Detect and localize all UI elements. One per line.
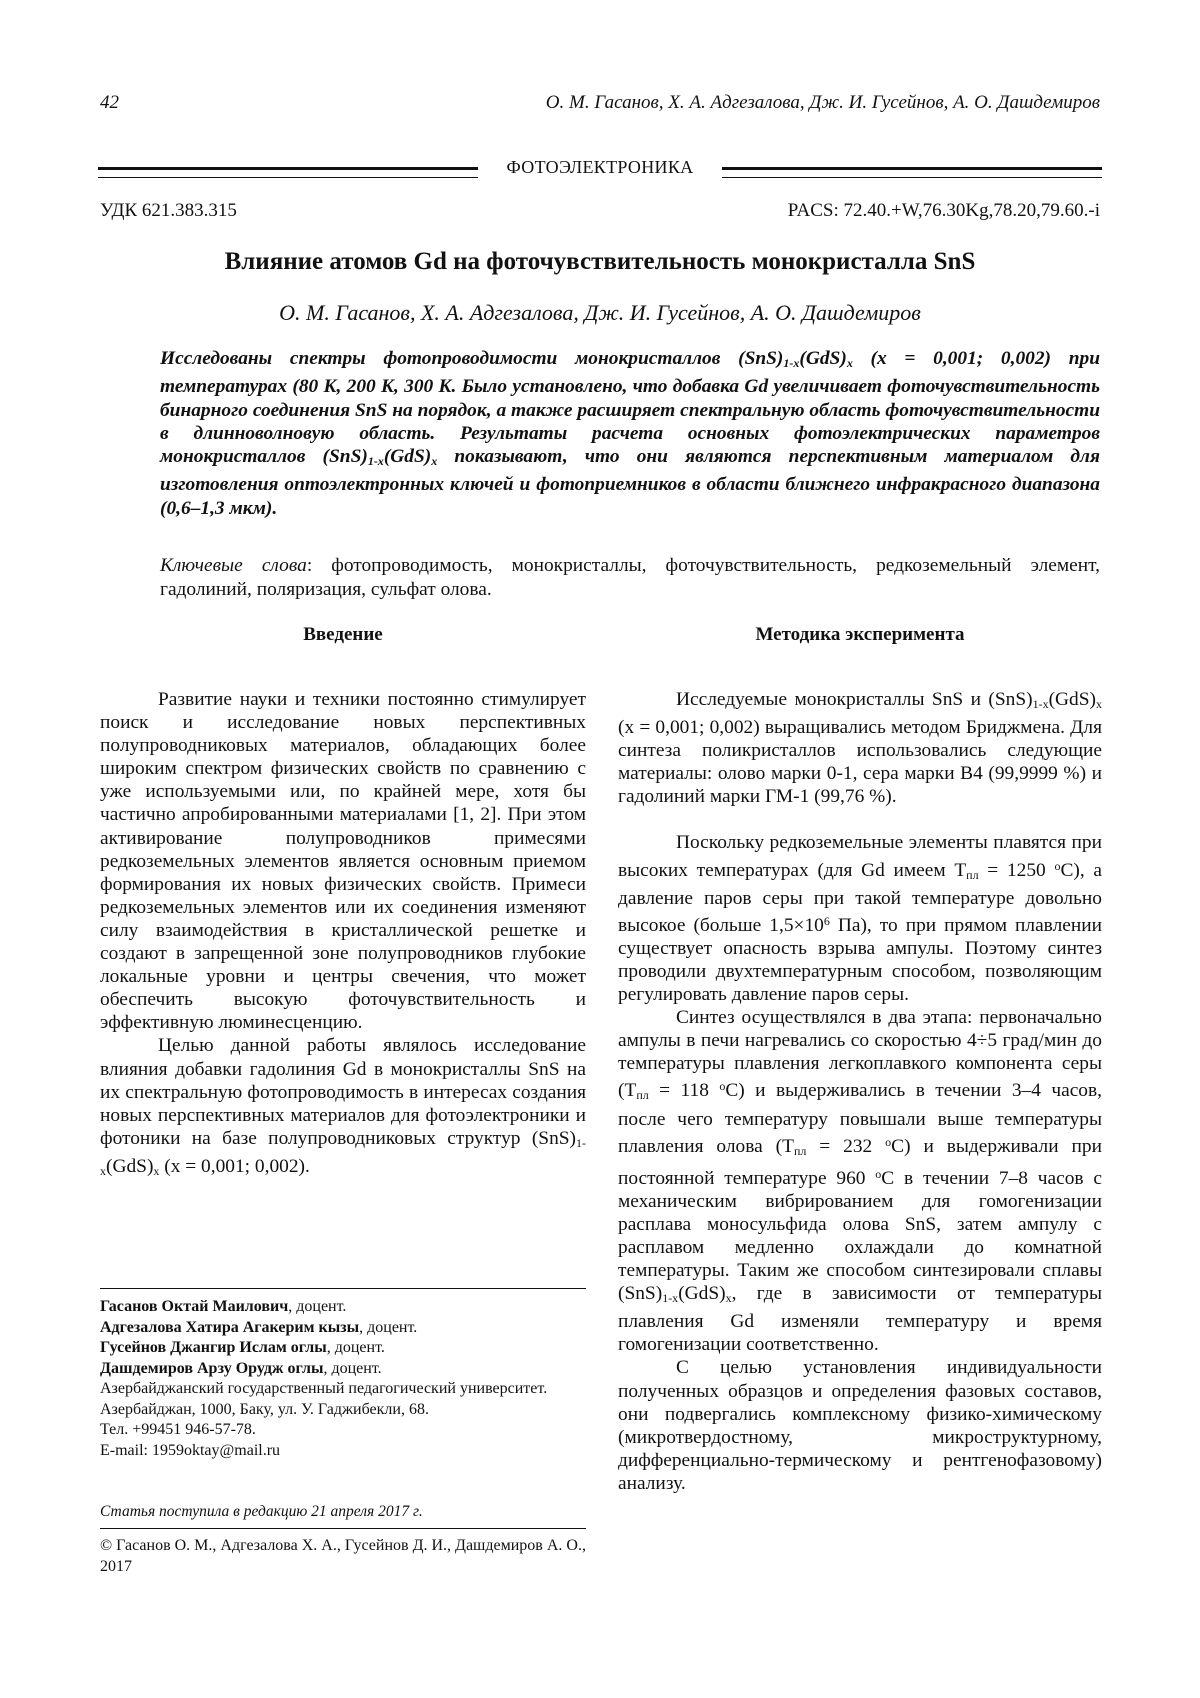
intro-paragraph-2: Целью данной работы являлось исследование влияния добавки гадолиния Gd в монокристаллы SnS на их спектральную фотопроводимость в интересах создания новых перспективных материалов для фотоэлектроники и фотоники на базе полупроводниковых структур $(SnS)_{1-x}(GdS)_x$ (x = 0,001; 0,002). (100, 1035, 586, 1178)
keywords-label: Ключевые слова (160, 555, 307, 576)
pacs-code: PACS: 72.40.+W,76.30Kg,78.20,79.60.-i (787, 200, 1100, 221)
section-band (98, 157, 1102, 185)
intro-paragraph-1: Развитие науки и техники постоянно стимулирует поиск и исследование новых перспективных полупроводниковых материалов, обладающих более широким спектром физических свойств по сравнению с уже используемыми или, по крайней мере, хотя бы частично апробированными материалами [1, 2]. При этом активирование полупроводников примесями редкоземельных элементов является основным приемом формирования их новых физических свойств. Примеси редкоземельных элементов или их соединения изменяют силу взаимодействия в кристаллической решетке и создают в запрещенной зоне полупроводников глубокие локальные уровни и центры свечения, что может обеспечить высокую фоточувствительность и эффективную люминесценцию. (100, 689, 586, 1034)
running-head (100, 92, 1100, 120)
section-rule-left (98, 167, 478, 178)
running-authors: О. М. Гасанов, Х. А. Адгезалова, Дж. И. Гусейнов, А. О. Дашдемиров (545, 92, 1100, 113)
method-paragraph-4: С целью установления индивидуальности полученных образцов и определения фазовых составов, они подвергались комплексному физико-химическому (микротвердостному, микроструктурному, дифференциально-термическому и рентгенофазовому) анализу. (618, 1357, 1102, 1494)
abstract: Исследованы спектры фотопроводимости монокристаллов $(SnS)_{1-x}(GdS)_x$ (x = 0,001; 0,002) при температурах (80 K, 200 K, 300 K. Было установлено, что добавка Gd увеличивает фоточувствительность бинарного соединения SnS на порядок, а также расширяет спектральную область фоточувствительности в длинноволновую область. Результаты расчета основных фотоэлектрических параметров монокристаллов $(SnS)_{1-x}(GdS)_x$ показывают, что они являются перспективным материалом для изготовления оптоэлектронных ключей и фотоприемников в области ближнего инфракрасного диапазона (0,6–1,3 мкм). (160, 348, 1100, 519)
author-footnote (100, 1297, 586, 1461)
address: Азербайджан, 1000, Баку, ул. У. Гаджибекли, 68. (100, 1400, 429, 1418)
footnote-rule (100, 1288, 586, 1289)
classification-codes (100, 200, 1100, 226)
copyright: © Гасанов О. М., Адгезалова Х. А., Гусейнов Д. И., Дашдемиров А. О., 2017 (100, 1537, 586, 1575)
article-title: Влияние атомов Gd на фоточувствительность монокристалла SnS (224, 248, 976, 275)
author-2: Адгезалова Хатира Агакерим кызы, доцент. (100, 1318, 418, 1336)
author-3: Гусейнов Джангир Ислам оглы, доцент. (100, 1339, 385, 1356)
right-column (618, 622, 1102, 1495)
method-heading: Методика эксперимента (755, 624, 965, 645)
method-paragraph-3: Синтез осуществлялся в два этапа: первоначально ампулы в печи нагревались со скоростью 4÷5 град/мин до температуры плавления легкоплавкого компонента серы ($T_{пл} = 118$ $^o$C) и выдерживались в течении 3–4 часов, после чего температуру повышали выше температуры плавления олова ($T_{пл} = 232$ $^o$C) и выдерживали при постоянной температуре 960 $^o$C в течении 7–8 часов с механическим вибрированием для гомогенизации расплава моносульфида олова SnS, затем ампулу с расплавом медленно охлаждали до комнатной температуры. Таким же способом синтезировали сплавы $(SnS)_{1-x}(GdS)_x$, где в зависимости от температуры плавления Gd изменяли температуру и время гомогенизации соответственно. (618, 1007, 1102, 1356)
keywords-text: : фотопроводимость, монокристаллы, фоточувствительность, редкоземельный элемент, гадолиний, поляризация, сульфат олова. (160, 555, 1100, 600)
received-date: Статья поступила в редакцию 21 апреля 2017 г. (100, 1503, 423, 1520)
intro-heading: Введение (303, 624, 383, 645)
section-title: ФОТОЭЛЕКТРОНИКА (506, 157, 694, 177)
phone: Тел. +99451 946-57-78. (100, 1421, 256, 1438)
article-authors: О. М. Гасанов, Х. А. Адгезалова, Дж. И. Гусейнов, А. О. Дашдемиров (279, 300, 921, 325)
method-paragraph-2: Поскольку редкоземельные элементы плавятся при высоких температурах (для Gd имеем $T_{пл} = 1250$ $^o$C), а давление паров серы при такой температуре довольно высокое (больше $1,5\times 10^6$ Па), то при прямом плавлении существует опасность взрыва ампулы. Поэтому синтез проводили двухтемпературным способом, позволяющим регулировать давление паров серы. (618, 832, 1102, 1006)
page-number: 42 (100, 92, 119, 113)
email: E-mail: 1959oktay@mail.ru (100, 1441, 281, 1459)
author-4: Дашдемиров Арзу Орудж оглы, доцент. (100, 1359, 382, 1377)
method-paragraph-1: Исследуемые монокристаллы SnS и $(SnS)_{1-x}(GdS)_x$ (x = 0,001; 0,002) выращивались методом Бриджмена. Для синтеза поликристаллов использовались следующие материалы: олово марки 0-1, сера марки В4 (99,9999 %) и гадолиний марки ГМ-1 (99,76 %). (618, 689, 1102, 808)
left-column (100, 622, 586, 1183)
section-rule-right (722, 167, 1102, 178)
author-1: Гасанов Октай Маилович, доцент. (100, 1298, 347, 1315)
udc-code: УДК 621.383.315 (100, 200, 237, 221)
keywords (160, 554, 1100, 601)
copyright-rule (100, 1528, 586, 1529)
affiliation: Азербайджанский государственный педагогический университет. (100, 1380, 548, 1397)
